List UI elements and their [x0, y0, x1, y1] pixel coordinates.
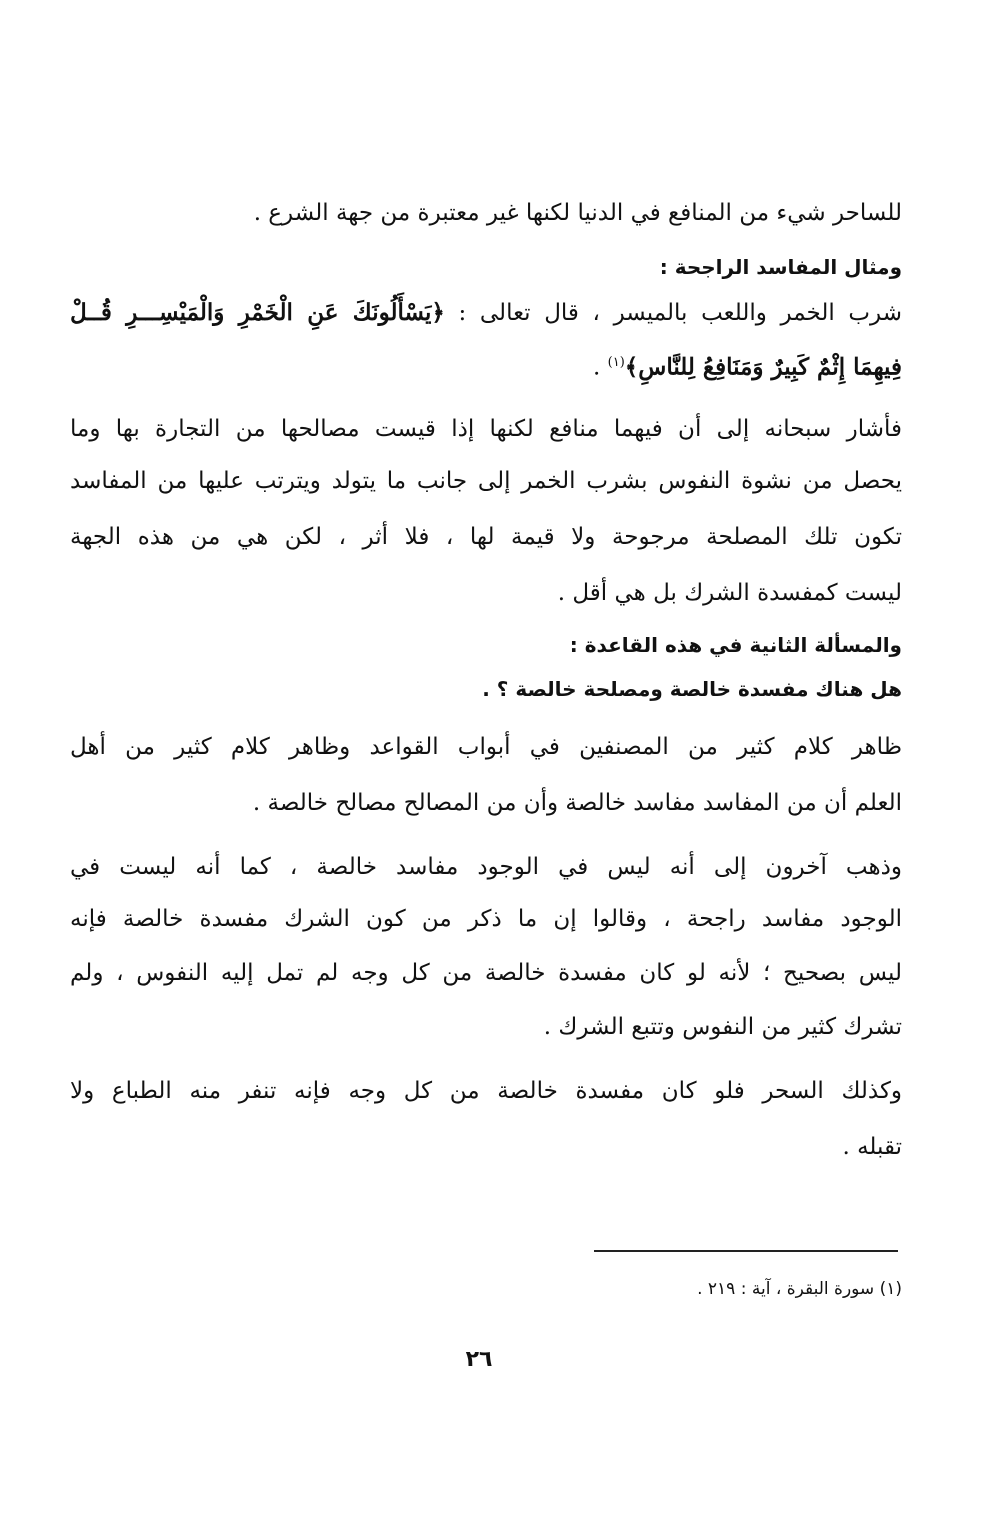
footnote: (١) سورة البقرة ، آية : ٢١٩ .	[697, 1279, 902, 1299]
body-line: فأشار سبحانه إلى أن فيهما منافع لكنها إذا قيست مصالحها من التجارة بها وما	[70, 416, 902, 442]
body-text: شرب الخمر واللعب بالميسر ، قال تعالى :	[444, 300, 902, 326]
section-heading: هل هناك مفسدة خالصة ومصلحة خالصة ؟ .	[482, 677, 902, 701]
body-line: وكذلك السحر فلو كان مفسدة خالصة من كل وجه فإنه تنفر منه الطباع ولا	[70, 1078, 902, 1104]
body-line	[70, 346, 902, 380]
body-line: تكون تلك المصلحة مرجوحة ولا قيمة لها ، فلا أثر ، لكن هي من هذه الجهة	[70, 524, 902, 550]
quran-verse: فِيهِمَا إِثْمٌ كَبِيرٌ وَمَنَافِعُ لِلنَّاسِ﴾	[624, 353, 902, 381]
footnote-divider	[594, 1250, 898, 1252]
section-heading: والمسألة الثانية في هذه القاعدة :	[569, 633, 902, 657]
page-number: ٢٦	[465, 1347, 493, 1372]
section-heading: ومثال المفاسد الراجحة :	[659, 255, 902, 279]
quran-verse: ﴿يَسْأَلُونَكَ عَنِ الْخَمْرِ وَالْمَيْسِـــرِ قُــلْ	[70, 299, 445, 326]
body-line: للساحر شيء من المنافع في الدنيا لكنها غير معتبرة من جهة الشرع .	[253, 200, 902, 226]
body-line: العلم أن من المفاسد مفاسد خالصة وأن من المصالح مصالح خالصة .	[252, 790, 902, 816]
body-line: ليس بصحيح ؛ لأنه لو كان مفسدة خالصة من كل وجه لم تمل إليه النفوس ، ولم	[70, 960, 902, 986]
body-line	[70, 296, 902, 330]
body-line: يحصل من نشوة النفوس بشرب الخمر إلى جانب ما يتولد ويترتب عليها من المفاسد	[70, 468, 902, 494]
body-line: وذهب آخرون إلى أنه ليس في الوجود مفاسد خالصة ، كما أنه ليست في	[70, 854, 902, 880]
body-line: تشرك كثير من النفوس وتتبع الشرك .	[543, 1014, 902, 1040]
body-line: تقبله .	[842, 1134, 902, 1160]
body-text: .	[593, 354, 608, 381]
body-line: ظاهر كلام كثير من المصنفين في أبواب القواعد وظاهر كلام كثير من أهل	[70, 734, 902, 760]
body-line: الوجود مفاسد راجحة ، وقالوا إن ما ذكر من كون الشرك مفسدة خالصة فإنه	[70, 906, 902, 932]
body-line: ليست كمفسدة الشرك بل هي أقل .	[557, 580, 902, 606]
footnote-reference: (١)	[607, 355, 625, 370]
